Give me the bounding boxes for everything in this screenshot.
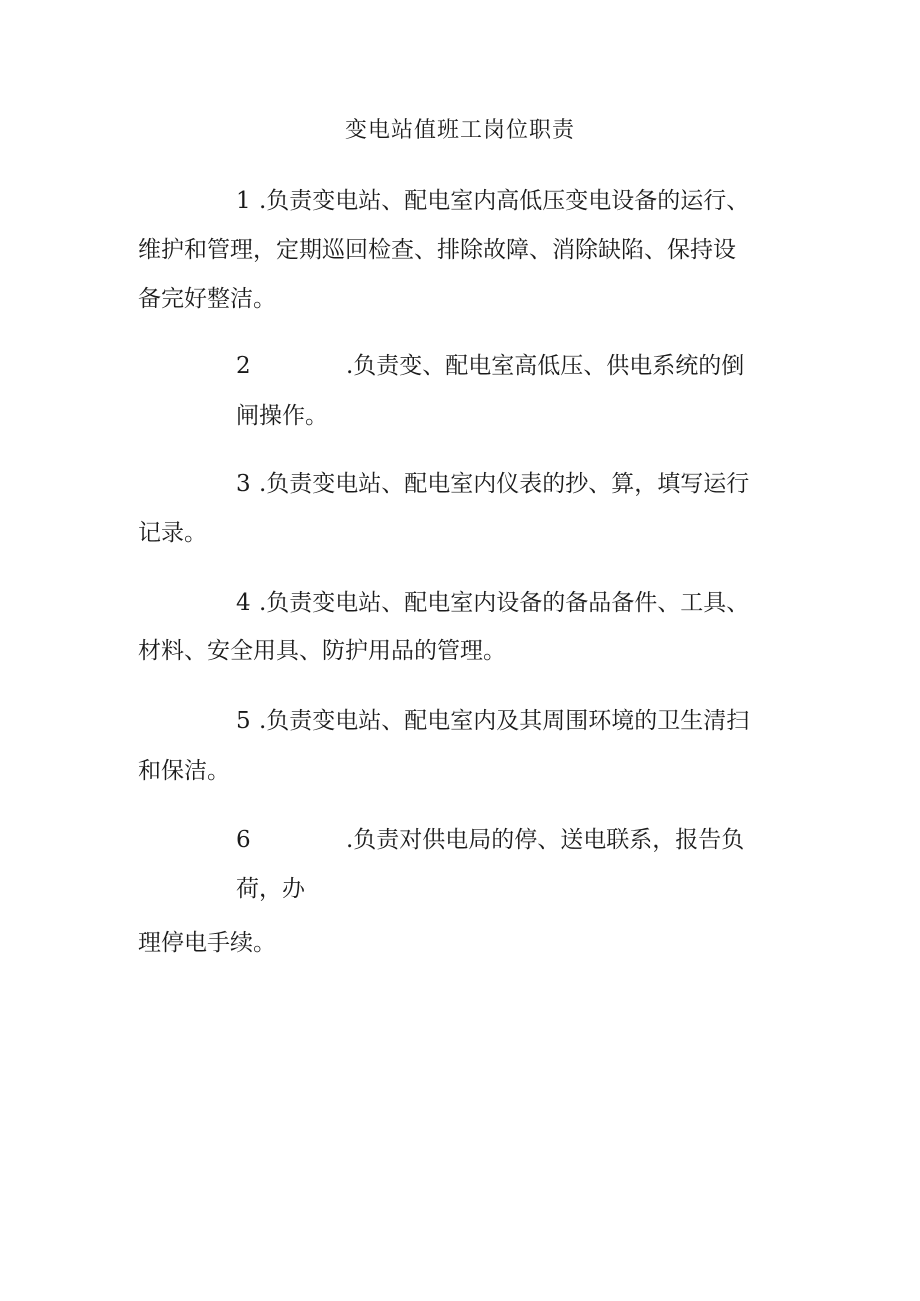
item-text-line: 理停电手续。 [138, 930, 276, 956]
item-number: 3 [236, 471, 251, 497]
item-text-line: 闸操作。 [236, 403, 328, 429]
item-text-line: 荷，办 [236, 876, 305, 902]
item-text-line: .负责变电站、配电室内高低压变电设备的运行、 [259, 188, 750, 214]
item-text-line: .负责对供电局的停、送电联系，报告负 [346, 827, 745, 853]
item-number: 2 [236, 353, 251, 379]
item-text-line: 备完好整洁。 [138, 286, 276, 312]
item-text-line: 记录。 [138, 520, 207, 546]
item-number: 1 [236, 188, 251, 214]
item-number: 6 [236, 827, 251, 853]
item-number: 4 [236, 590, 251, 616]
page-title: 变电站值班工岗位职责 [344, 118, 575, 143]
item-text-line: 维护和管理，定期巡回检查、排除故障、消除缺陷、保持设 [138, 237, 736, 263]
item-text-line: 材料、安全用具、防护用品的管理。 [138, 638, 506, 664]
item-text-line: 和保洁。 [138, 758, 230, 784]
item-number: 5 [236, 708, 251, 734]
item-text-line: .负责变电站、配电室内及其周围环境的卫生清扫 [259, 708, 750, 734]
item-text-line: .负责变、配电室高低压、供电系统的倒 [346, 353, 745, 379]
item-text-line: .负责变电站、配电室内仪表的抄、算，填写运行 [259, 471, 750, 497]
item-text-line: .负责变电站、配电室内设备的备品备件、工具、 [259, 590, 750, 616]
